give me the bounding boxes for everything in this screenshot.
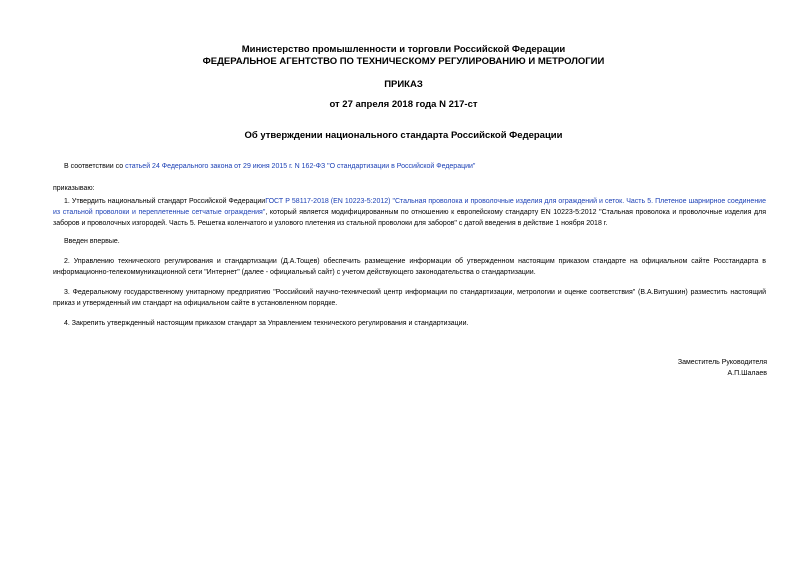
item-4-paragraph: 4. Закрепить утвержденный настоящим приказом стандарт за Управлением технического регулирования и стандартизации. xyxy=(64,320,469,327)
intro-note: Введен впервые. xyxy=(64,238,120,245)
item-1-suffix: , который является модифицированным по отношению к европейскому стандарту EN 10223-5:2012 "Стальная проволока и проволочные изделия для заборов и проволочных изгородей. Часть 5. Решетка коленчатого и узлового плетения из стальной проволоки для заборов" с датой введения в действие 1 ноября 2018 г. xyxy=(53,209,766,227)
item-1-paragraph xyxy=(53,196,766,229)
item-1-prefix: 1. Утвердить национальный стандарт Российской Федерации xyxy=(64,198,266,205)
basis-paragraph xyxy=(53,161,766,172)
gost-standard-link[interactable]: ГОСТ Р 58117-2018 (EN 10223-5:2012) "Стальная проволока и проволочные изделия для ограждений и сеток. Часть 5. Плетеное шарнирное соединение из стальной проволоки и переплетенные сетчатые ограждения" xyxy=(53,198,766,216)
document-date-number: от 27 апреля 2018 года N 217-ст xyxy=(329,99,478,110)
agency-name: ФЕДЕРАЛЬНОЕ АГЕНТСТВО ПО ТЕХНИЧЕСКОМУ РЕГУЛИРОВАНИЮ И МЕТРОЛОГИИ xyxy=(202,56,605,67)
signatory-name: А.П.Шалаев xyxy=(727,370,767,377)
ministry-name: Министерство промышленности и торговли Российской Федерации xyxy=(241,44,566,55)
orders-line: приказываю: xyxy=(53,185,95,192)
item-3-paragraph: 3. Федеральному государственному унитарному предприятию "Российский научно-технический центр информации по стандартизации, метрологии и оценке соответствия" (В.А.Витушкин) разместить настоящий приказ и утвержденный им стандарт на официальном сайте в установленном порядке. xyxy=(53,289,766,307)
item-2-paragraph: 2. Управлению технического регулирования и стандартизации (Д.А.Тощев) обеспечить размещение информации об утвержденном настоящим приказом стандарте на официальном сайте Росстандарта в информационно-телекоммуникационной сети "Интернет" (далее - официальный сайт) с учетом действующего законодательства о стандартизации. xyxy=(53,258,766,276)
basis-prefix: В соответствии со xyxy=(64,163,126,170)
law-article-link[interactable]: статьей 24 Федерального закона от 29 июня 2015 г. N 162-ФЗ "О стандартизации в Российской Федерации" xyxy=(125,163,476,170)
document-title: Об утверждении национального стандарта Российской Федерации xyxy=(244,130,563,141)
document-type: ПРИКАЗ xyxy=(384,79,423,90)
signatory-position: Заместитель Руководителя xyxy=(677,359,767,366)
